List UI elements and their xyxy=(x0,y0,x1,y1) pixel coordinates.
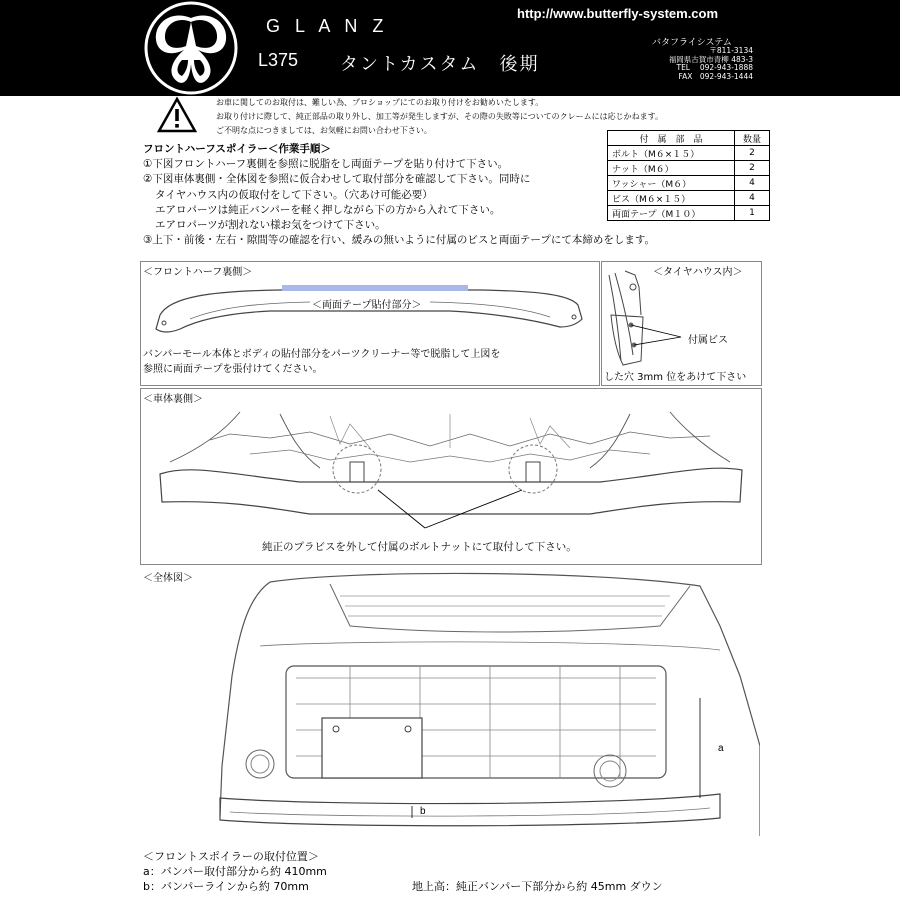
panel-rear-description: バンパーモール本体とボディの貼付部分をパーツクリーナー等で脱脂して上図を 参照に両面テープを張付けてください。 xyxy=(143,349,501,375)
table-row: ボルト（M６×１５） 2 xyxy=(608,146,770,161)
mounting-position-b: b：バンパーラインから約 70mm xyxy=(143,880,309,893)
company-name: バタフライシステム xyxy=(652,38,732,48)
hole-note: した穴 3mm 位をあけて下さい xyxy=(604,372,747,383)
table-row: ビス（M６×１５） 4 xyxy=(608,191,770,206)
spoiler-rear-drawing xyxy=(150,283,590,343)
underside-drawing xyxy=(150,404,750,534)
panel-title: ＜車体裏側＞ xyxy=(143,394,203,405)
ground-clearance-note: 地上高：純正バンパー下部分から約 45mm ダウン xyxy=(412,880,663,893)
mounting-position-a: a：バンパー取付部分から約 410mm xyxy=(143,865,327,878)
installation-steps xyxy=(143,142,655,248)
tape-label: ＜両面テープ貼付部分＞ xyxy=(312,300,422,311)
table-row: ナット（M６） 2 xyxy=(608,161,770,176)
brand-name: G L A N Z xyxy=(266,16,389,36)
warning-icon xyxy=(156,96,198,134)
screw-label: 付属ビス xyxy=(688,335,728,346)
table-header-row: 付 属 部 品 数量 xyxy=(608,131,770,146)
step-2-cont: エアロパーツは純正バンパーを軽く押しながら下の方から入れて下さい。 xyxy=(155,203,501,216)
dimension-b-label: b xyxy=(420,806,426,817)
step-2: ②下図車体裏側・全体図を参照に仮合わせして取付部分を確認して下さい。同時に xyxy=(143,173,531,186)
table-row: ワッシャー（M６） 4 xyxy=(608,176,770,191)
model-code: L375 xyxy=(258,50,299,70)
step-2-cont: タイヤハウス内の仮取付をして下さい。（穴あけ可能必要） xyxy=(155,188,433,201)
step-2-cont: エアロパーツが割れない様お気をつけて下さい。 xyxy=(155,219,386,232)
panel-title: ＜タイヤハウス内＞ xyxy=(653,267,743,278)
butterfly-logo-icon xyxy=(132,0,250,96)
notice-text: お車に関してのお取付は、難しい為、プロショップにてのお取り付けをお勧めいたします。 お取り付けに際して、純正部品の取り外し、加工等が発生しますが、その際の失敗等についてのクレームには応じかねます。 ご不明な点につきましては、お気軽にお問い合わせ下さい。 xyxy=(216,98,664,135)
step-3: ③上下・前後・左右・隙間等の確認を行い、緩みの無いように付属のビスと両面テープにて本締めをします。 xyxy=(143,234,656,247)
website-url: http://www.butterfly-system.com xyxy=(517,6,719,21)
company-address: 〒811-3134 福岡県古賀市青柳 483-3 TEL 092-943-1888 FAX 092-943-1444 xyxy=(668,46,753,81)
overall-car-drawing xyxy=(200,566,760,846)
model-name: タントカスタム 後期 xyxy=(340,54,540,75)
underside-note: 純正のプラビスを外して付属のボルトナットにて取付して下さい。 xyxy=(262,541,577,553)
mounting-position-heading: ＜フロントスポイラーの取付位置＞ xyxy=(143,850,319,863)
panel-title: ＜全体図＞ xyxy=(143,573,193,584)
tire-house-drawing xyxy=(601,265,760,375)
step-1: ①下図フロントハーフ裏側を参照に脱脂をし両面テープを貼り付けて下さい。 xyxy=(143,158,509,171)
table-row: 両面テープ（M１０） 1 xyxy=(608,206,770,221)
steps-title: フロントハーフスポイラー＜作業手順＞ xyxy=(143,143,331,155)
dimension-a-label: a xyxy=(718,743,724,754)
panel-title: ＜フロントハーフ裏側＞ xyxy=(143,267,253,278)
